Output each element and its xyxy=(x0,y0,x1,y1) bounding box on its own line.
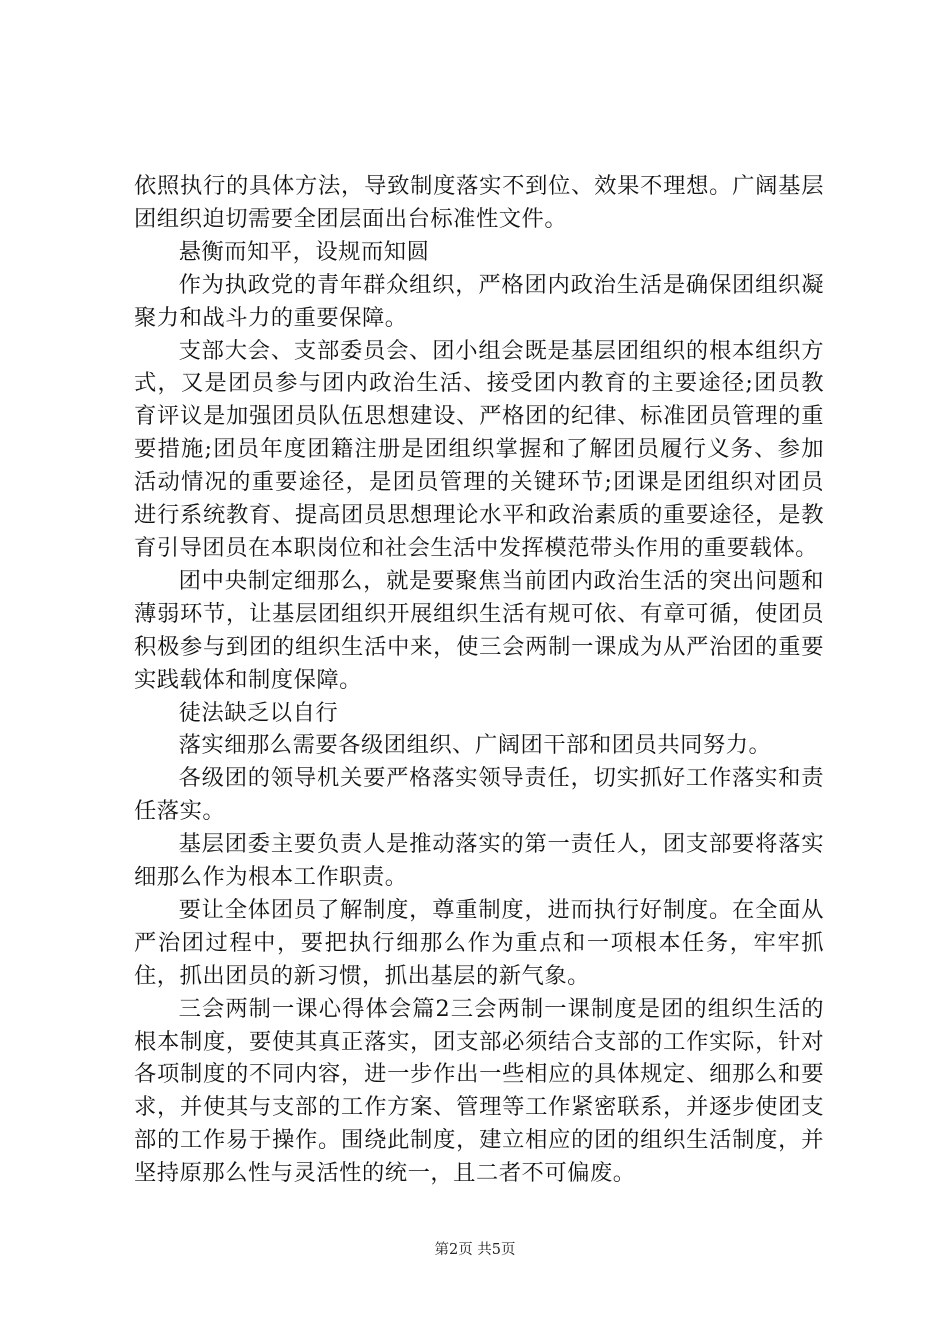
paragraph: 各级团的领导机关要严格落实领导责任，切实抓好工作落实和责任落实。 xyxy=(134,765,824,825)
paragraph: 支部大会、支部委员会、团小组会既是基层团组织的根本组织方式，又是团员参与团内政治生活、接受团内教育的主要途径;团员教育评议是加强团员队伍思想建设、严格团的纪律、标准团员管理的重要措施;团员年度团籍注册是团组织掌握和了解团员履行义务、参加活动情况的重要途径，是团员管理的关键环节;团课是团组织对团员进行系统教育、提高团员思想理论水平和政治素质的重要途径，是教育引导团员在本职岗位和社会生活中发挥模范带头作用的重要载体。 xyxy=(134,337,824,561)
paragraph: 依照执行的具体方法，导致制度落实不到位、效果不理想。广阔基层团组织迫切需要全团层面出台标准性文件。 xyxy=(134,173,824,232)
page-number-label: 第2页 共5页 xyxy=(434,1242,516,1258)
section-heading: 悬衡而知平，设规而知圆 xyxy=(178,238,430,265)
paragraph: 作为执政党的青年群众组织，严格团内政治生活是确保团组织凝聚力和战斗力的重要保障。 xyxy=(134,271,824,331)
section-heading: 徒法缺乏以自行 xyxy=(178,699,339,726)
page-footer xyxy=(0,1240,950,1260)
paragraph: 落实细那么需要各级团组织、广阔团干部和团员共同努力。 xyxy=(178,732,772,759)
document-body xyxy=(134,170,824,1190)
paragraph: 要让全体团员了解制度，尊重制度，进而执行好制度。在全面从严治团过程中，要把执行细那么作为重点和一项根本任务，牢牢抓住，抓出团员的新习惯，抓出基层的新气象。 xyxy=(134,896,824,989)
paragraph: 基层团委主要负责人是推动落实的第一责任人，团支部要将落实细那么作为根本工作职责。 xyxy=(134,831,824,891)
paragraph: 团中央制定细那么，就是要聚焦当前团内政治生活的突出问题和薄弱环节，让基层团组织开展组织生活有规可依、有章可循，使团员积极参与到团的组织生活中来，使三会两制一课成为从严治团的重要实践载体和制度保障。 xyxy=(134,567,824,693)
paragraph: 三会两制一课心得体会篇2三会两制一课制度是团的组织生活的根本制度，要使其真正落实，团支部必须结合支部的工作实际，针对各项制度的不同内容，进一步作出一些相应的具体规定、细那么和要求，并使其与支部的工作方案、管理等工作紧密联系，并逐步使团支部的工作易于操作。围绕此制度，建立相应的团的组织生活制度，并坚持原那么性与灵活性的统一，且二者不可偏废。 xyxy=(134,995,824,1187)
